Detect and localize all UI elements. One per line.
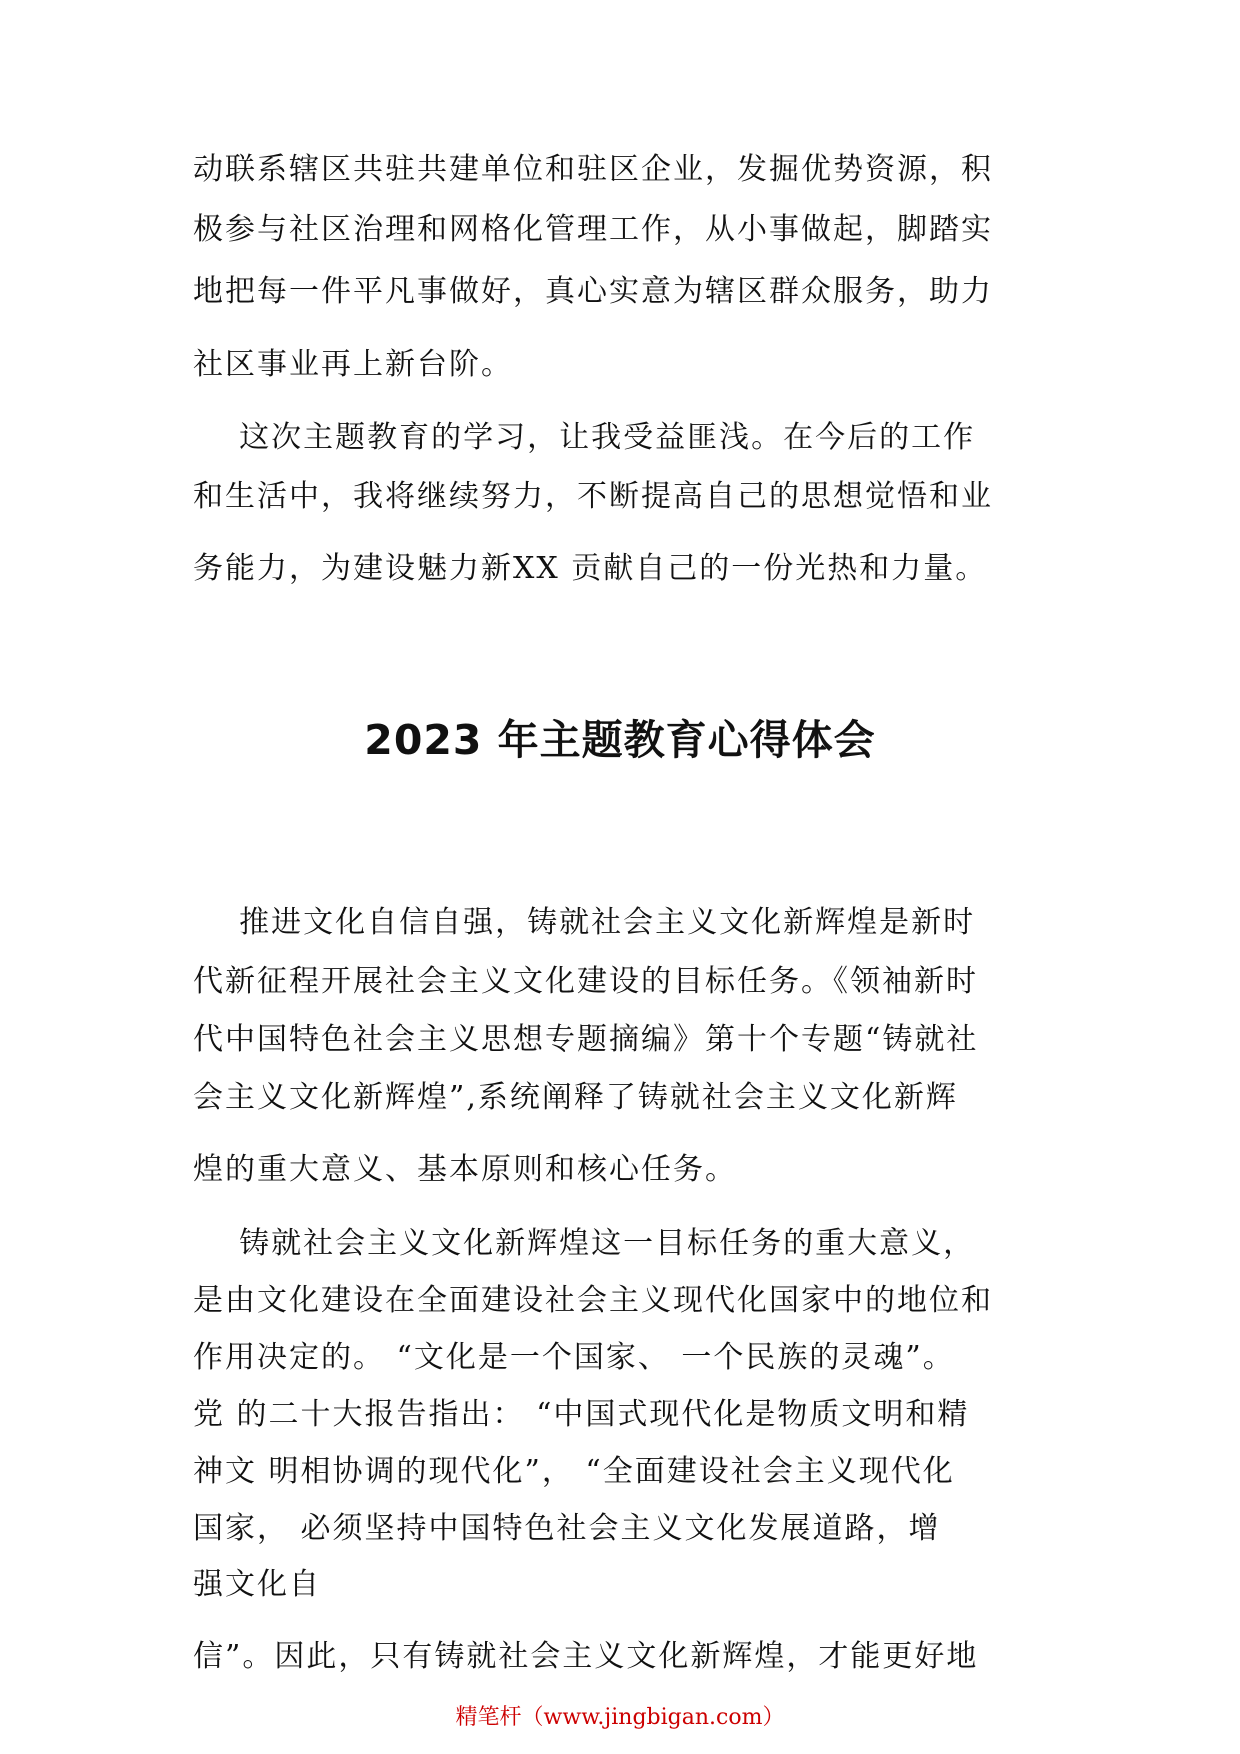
paragraph-line: 推进文化自信自强，铸就社会主义文化新辉煌是新时 [193,905,976,940]
paragraph-line: 地把每一件平凡事做好，真心实意为辖区群众服务，助力 [193,274,993,309]
paragraph-line: 信”。因此，只有铸就社会主义文化新辉煌，才能更好地 [193,1639,979,1674]
paragraph-line: 会主义文化新辉煌”,系统阐释了铸就社会主义文化新辉 [193,1080,958,1115]
paragraph-line: 神文 明相协调的现代化”， “全面建设社会主义现代化 [193,1454,955,1489]
watermark-footer: 精笔杆（www.jingbigan.com） [455,1705,785,1730]
paragraph-line: 和生活中，我将继续努力，不断提高自己的思想觉悟和业 [193,479,993,514]
paragraph-line: 代新征程开展社会主义文化建设的目标任务。《领袖新时 [193,964,978,999]
paragraph-line: 代中国特色社会主义思想专题摘编》第十个专题“铸就社 [193,1022,979,1057]
paragraph-line: 务能力，为建设魅力新XX 贡献自己的一份光热和力量。 [193,551,988,586]
paragraph-line: 社区事业再上新台阶。 [193,347,513,382]
paragraph-line: 是由文化建设在全面建设社会主义现代化国家中的地位和 [193,1283,993,1318]
paragraph-line: 作用决定的。 “文化是一个国家、 一个民族的灵魂”。 [193,1340,955,1375]
paragraph-line: 煌的重大意义、基本原则和核心任务。 [193,1152,737,1187]
paragraph-line: 强文化自 [193,1567,321,1602]
paragraph-line: 党 的二十大报告指出： “中国式现代化是物质文明和精 [193,1397,970,1432]
paragraph-line: 极参与社区治理和网格化管理工作，从小事做起，脚踏实 [193,212,993,247]
paragraph-line: 动联系辖区共驻共建单位和驻区企业，发掘优势资源，积 [193,152,993,187]
document-title: 2023 年主题教育心得体会 [364,716,876,764]
paragraph-line: 这次主题教育的学习，让我受益匪浅。在今后的工作 [193,420,976,455]
paragraph-line: 铸就社会主义文化新辉煌这一目标任务的重大意义， [193,1226,976,1261]
paragraph-line: 国家， 必须坚持中国特色社会主义文化发展道路，增 [193,1511,941,1546]
